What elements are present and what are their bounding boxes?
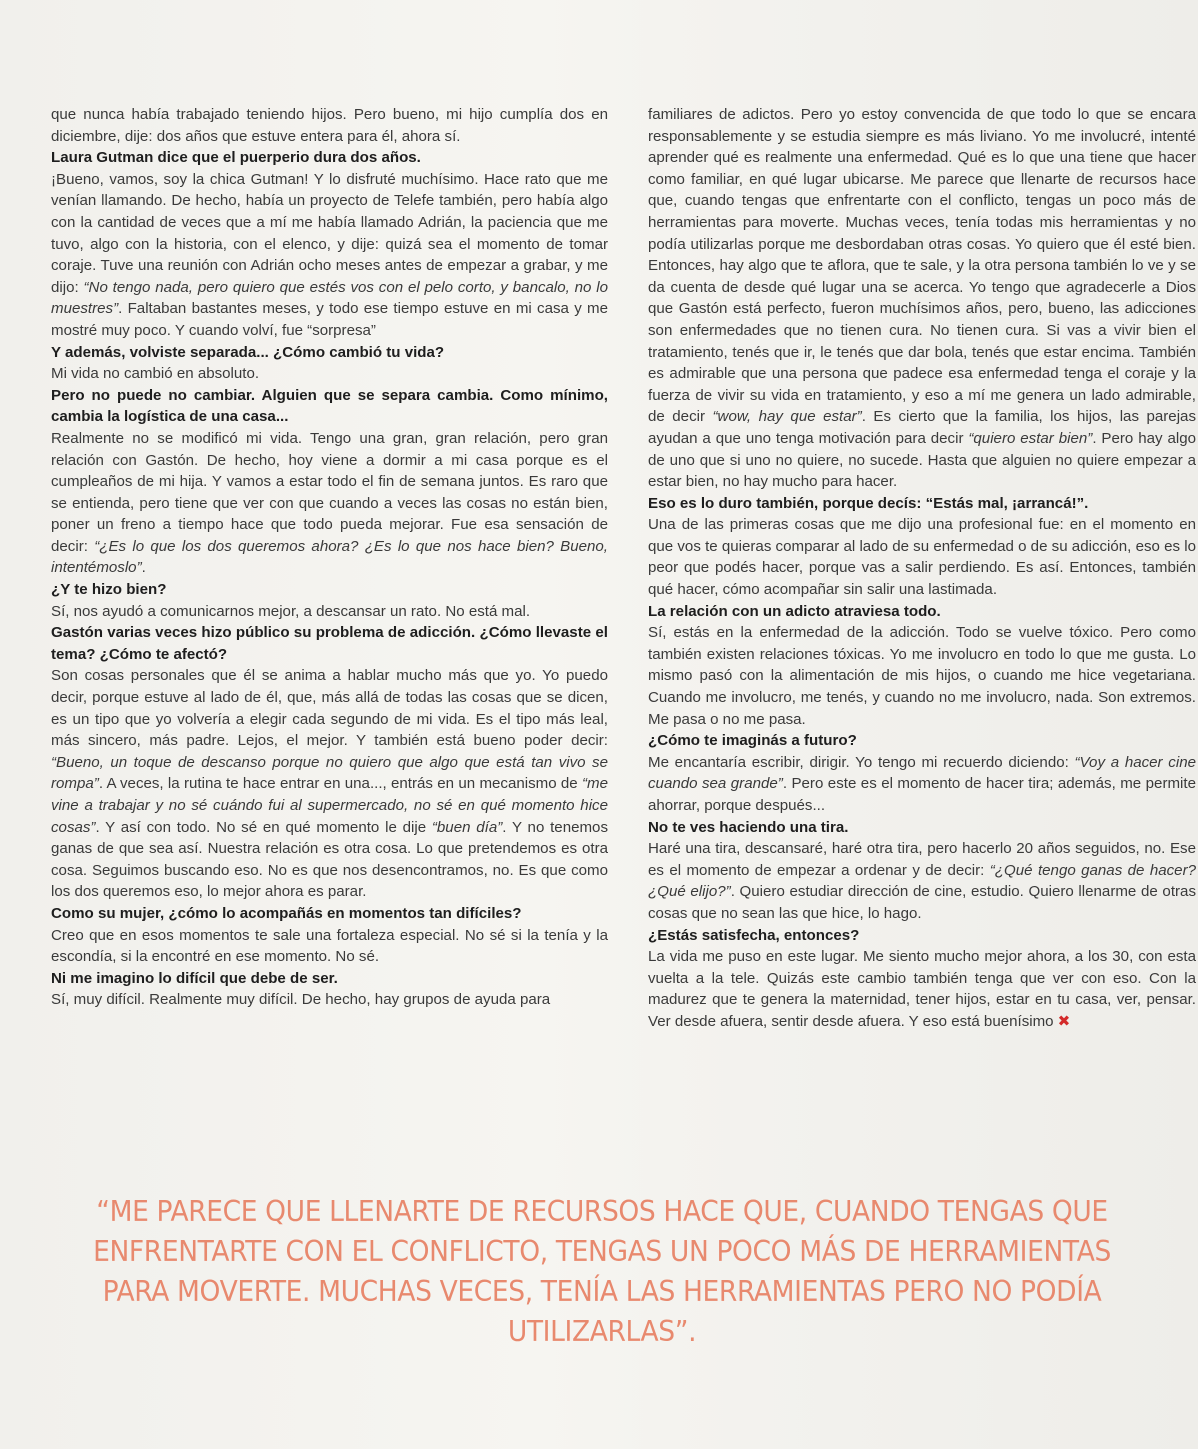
interview-answer [648, 622, 1196, 730]
quoted-phrase: “wow, hay que estar” [712, 408, 862, 426]
interview-question [51, 147, 608, 169]
text-run: Laura Gutman dice que el puerperio dura dos años. [51, 149, 421, 167]
text-run: Y además, volviste separada... ¿Cómo cambió tu vida? [51, 343, 445, 361]
interview-question [51, 385, 608, 428]
text-run: . A veces, la rutina te hace entrar en una..., entrás en un mecanismo de [98, 775, 582, 793]
text-run: Sí, estás en la enfermedad de la adicción. Todo se vuelve tóxico. Pero como también existen relaciones tóxicas. Yo me involucro en todo lo que me gusta. Lo mismo pasó con la alimentación de mis hijos, o cuando me hice vegetariana. Cuando me involucro, me tenés, y cuando no me involucro, nada. Son extremos. Me pasa o no me pasa. [648, 624, 1196, 728]
interview-answer [51, 363, 608, 385]
interview-question [51, 579, 608, 601]
interview-answer [51, 665, 608, 903]
pull-quote: “ME PARECE QUE LLENARTE DE RECURSOS HACE QUE, CUANDO TENGAS QUE ENFRENTARTE CON EL CONFLICTO, TENGAS UN POCO MÁS DE HERRAMIENTAS PARA MOVERTE. MUCHAS VECES, TENÍA LAS HERRAMIENTAS PERO NO PODÍA UTILIZARLAS”. [93, 1195, 1111, 1348]
interview-question [648, 730, 1196, 752]
interview-question [51, 968, 608, 990]
text-run: Haré una tira, descansaré, haré otra tira, pero hacerlo 20 años seguidos, no. Ese es el momento de empezar a ordenar y de decir: [648, 840, 1196, 879]
quoted-phrase: “me vine a trabajar y no sé cuándo fui al supermercado, no sé en qué momento hice cosas” [51, 775, 608, 836]
text-run: . Es cierto que la familia, los hijos, las parejas ayudan a que uno tenga motivación para decir [648, 408, 1196, 447]
quoted-phrase: “quiero estar bien” [968, 429, 1093, 447]
interview-question [51, 342, 608, 364]
interview-answer [51, 925, 608, 968]
text-run: Pero no puede no cambiar. Alguien que se separa cambia. Como mínimo, cambia la logística de una casa... [51, 386, 608, 426]
text-run: Mi vida no cambió en absoluto. [51, 365, 260, 383]
text-run: Una de las primeras cosas que me dijo una profesional fue: en el momento en que vos te quieras comparar al lado de su enfermedad o de su adicción, eso es lo peor que podés hacer, porque vas a salir perdiendo. Es así. Entonces, también qué hacer, cómo acompañar sin salir una lastimada. [648, 516, 1196, 599]
text-run: Gastón varias veces hizo público su problema de adicción. ¿Cómo llevaste el tema? ¿Cómo te afectó? [51, 624, 608, 663]
interview-question [648, 817, 1196, 839]
interview-answer [51, 989, 608, 1011]
text-run: Creo que en esos momentos te sale una fortaleza especial. No sé si la tenía y la escondía, si la encontré en ese momento. No sé. [51, 926, 608, 966]
quoted-phrase: “Voy a hacer cine cuando sea grande” [648, 753, 1196, 793]
text-run: ¿Y te hizo bien? [51, 581, 167, 599]
interview-question [648, 601, 1196, 623]
text-run: . Y así con todo. No sé en qué momento le dije [95, 818, 432, 836]
text-run: . Quiero estudiar dirección de cine, estudio. Quiero llenarme de otras cosas que no sean las que hice, lo hago. [648, 883, 1196, 922]
text-run: ¿Cómo te imaginás a futuro? [648, 732, 857, 750]
interview-answer [51, 601, 608, 623]
text-run: . Faltaban bastantes meses, y todo ese tiempo estuve en mi casa y me mostré muy poco. Y cuando volví, fue “sorpresa” [51, 300, 608, 339]
text-run: . Y no tenemos ganas de que sea así. Nuestra relación es otra cosa. Lo que pretendemos es otra cosa. Seguimos buscando eso. No es que nos desencontramos, no. Es que como los dos queremos eso, lo mejor ahora es parar. [51, 818, 608, 901]
text-run: Sí, nos ayudó a comunicarnos mejor, a descansar un rato. No está mal. [51, 602, 531, 620]
text-run: familiares de adictos. Pero yo estoy convencida de que todo lo que se encara responsablemente y se estudia siempre es más liviano. Yo me involucré, intenté aprender qué es realmente una enfermedad. Qué es lo que una tiene que hacer como familiar, en qué lugar ubicarse. Me parece que llenarte de recursos hace que, cuando tengas que enfrentarte con el conflicto, tengas un poco más de herramientas para moverte. Muchas veces, tenía todas mis herramientas y no podía utilizarlas porque me desbordaban otras cosas. Yo quiero que él esté bien. Entonces, hay algo que te aflora, que te sale, y la otra persona también lo ve y se da cuenta de desde qué lugar una se acerca. Yo tengo que agradecerle a Dios que Gastón está perfecto, fueron muchísimos años, pero, bueno, las adicciones son enfermedades que no tienen cura. No tienen cura. Si vas a vivir bien el tratamiento, tenés que ir, le tenés que dar bola, tenés que estar encima. También es admirable que una persona que padece esa enfermedad tenga el coraje y la fuerza de vivir su vida en tratamiento, y eso a mí me genera un lado admirable, de decir [648, 106, 1196, 426]
interview-answer [648, 104, 1196, 493]
interview-answer [51, 169, 608, 342]
text-run: Ni me imagino lo difícil que debe de ser. [51, 969, 338, 987]
text-run: Eso es lo duro también, porque decís: “Estás mal, ¡arrancá!”. [648, 494, 1089, 512]
interview-answer [648, 752, 1196, 817]
text-run: . Pero este es el momento de hacer tira; además, me permite ahorrar, porque después... [648, 775, 1196, 814]
text-run: ¿Estás satisfecha, entonces? [648, 926, 860, 944]
quoted-phrase: “No tengo nada, pero quiero que estés vos con el pelo corto, y bancalo, no lo muestres” [51, 278, 609, 318]
interview-question [648, 925, 1196, 947]
interview-answer [51, 428, 608, 579]
quoted-phrase: “¿Qué tengo ganas de hacer? ¿Qué elijo?” [648, 861, 1196, 901]
text-run: No te ves haciendo una tira. [648, 818, 849, 836]
interview-answer [51, 104, 608, 147]
interview-question [51, 622, 608, 665]
text-run: . Pero hay algo de uno que si uno no quiere, no sucede. Hasta que alguien no quiere empezar a estar bien, no hay mucho para hacer. [648, 429, 1196, 491]
left-column [51, 104, 608, 1011]
text-run: La relación con un adicto atraviesa todo. [648, 602, 941, 620]
text-run: Realmente no se modificó mi vida. Tengo una gran, gran relación, pero gran relación con Gastón. De hecho, hoy viene a dormir a mi casa porque es el cumpleaños de mi hija. Y vamos a estar todo el fin de semana juntos. Es raro que se entienda, pero tiene que ver con que cuando a veces las cosas no están bien, poner un freno a tiempo hace que todo pueda mejorar. Fue esa sensación de decir: [51, 429, 608, 555]
interview-answer [648, 514, 1196, 600]
text-run: Como su mujer, ¿cómo lo acompañás en momentos tan difíciles? [51, 904, 522, 922]
text-run: Sí, muy difícil. Realmente muy difícil. De hecho, hay grupos de ayuda para [51, 991, 551, 1009]
text-run: . [141, 559, 146, 577]
quoted-phrase: “Bueno, un toque de descanso porque no quiero que algo que está tan vivo se rompa” [51, 753, 608, 793]
text-run: Son cosas personales que él se anima a hablar mucho más que yo. Yo puedo decir, porque estuve al lado de él, que, más allá de todas las cosas que se dicen, es un tipo que yo volvería a elegir cada segundo de mi vida. Es el tipo más leal, más sincero, más padre. Lejos, el mejor. Y también está bueno poder decir: [51, 667, 608, 750]
interview-answer [648, 838, 1196, 924]
end-mark-icon: ✖ [1057, 1012, 1071, 1030]
quoted-phrase: “¿Es lo que los dos queremos ahora? ¿Es lo que nos hace bien? Bueno, intentémoslo” [51, 537, 609, 577]
text-run: ¡Bueno, vamos, soy la chica Gutman! Y lo disfruté muchísimo. Hace rato que me venían llamando. De hecho, había un proyecto de Telefe también, pero había algo con la cantidad de veces que a mí me había llamado Adrián, la paciencia que me tuvo, algo con la historia, con el elenco, y dije: quizá sea el momento de tomar coraje. Tuve una reunión con Adrián ocho meses antes de empezar a grabar, y me dijo: [51, 170, 608, 296]
right-column [648, 104, 1196, 1033]
text-run: La vida me puso en este lugar. Me siento mucho mejor ahora, a los 30, con esta vuelta a la tele. Quizás este cambio también tenga que ver con eso. Con la madurez que te genera la maternidad, tener hijos, estar en tu casa, ver, pensar. Ver desde afuera, sentir desde afuera. Y eso está buenísimo [648, 948, 1196, 1030]
interview-question [648, 493, 1196, 515]
interview-question [51, 903, 608, 925]
text-run: que nunca había trabajado teniendo hijos. Pero bueno, mi hijo cumplía dos en diciembre, dije: dos años que estuve entera para él, ahora sí. [51, 106, 608, 145]
text-run: Me encantaría escribir, dirigir. Yo tengo mi recuerdo diciendo: [648, 753, 1075, 771]
interview-answer [648, 946, 1196, 1032]
quoted-phrase: “buen día” [431, 818, 503, 836]
